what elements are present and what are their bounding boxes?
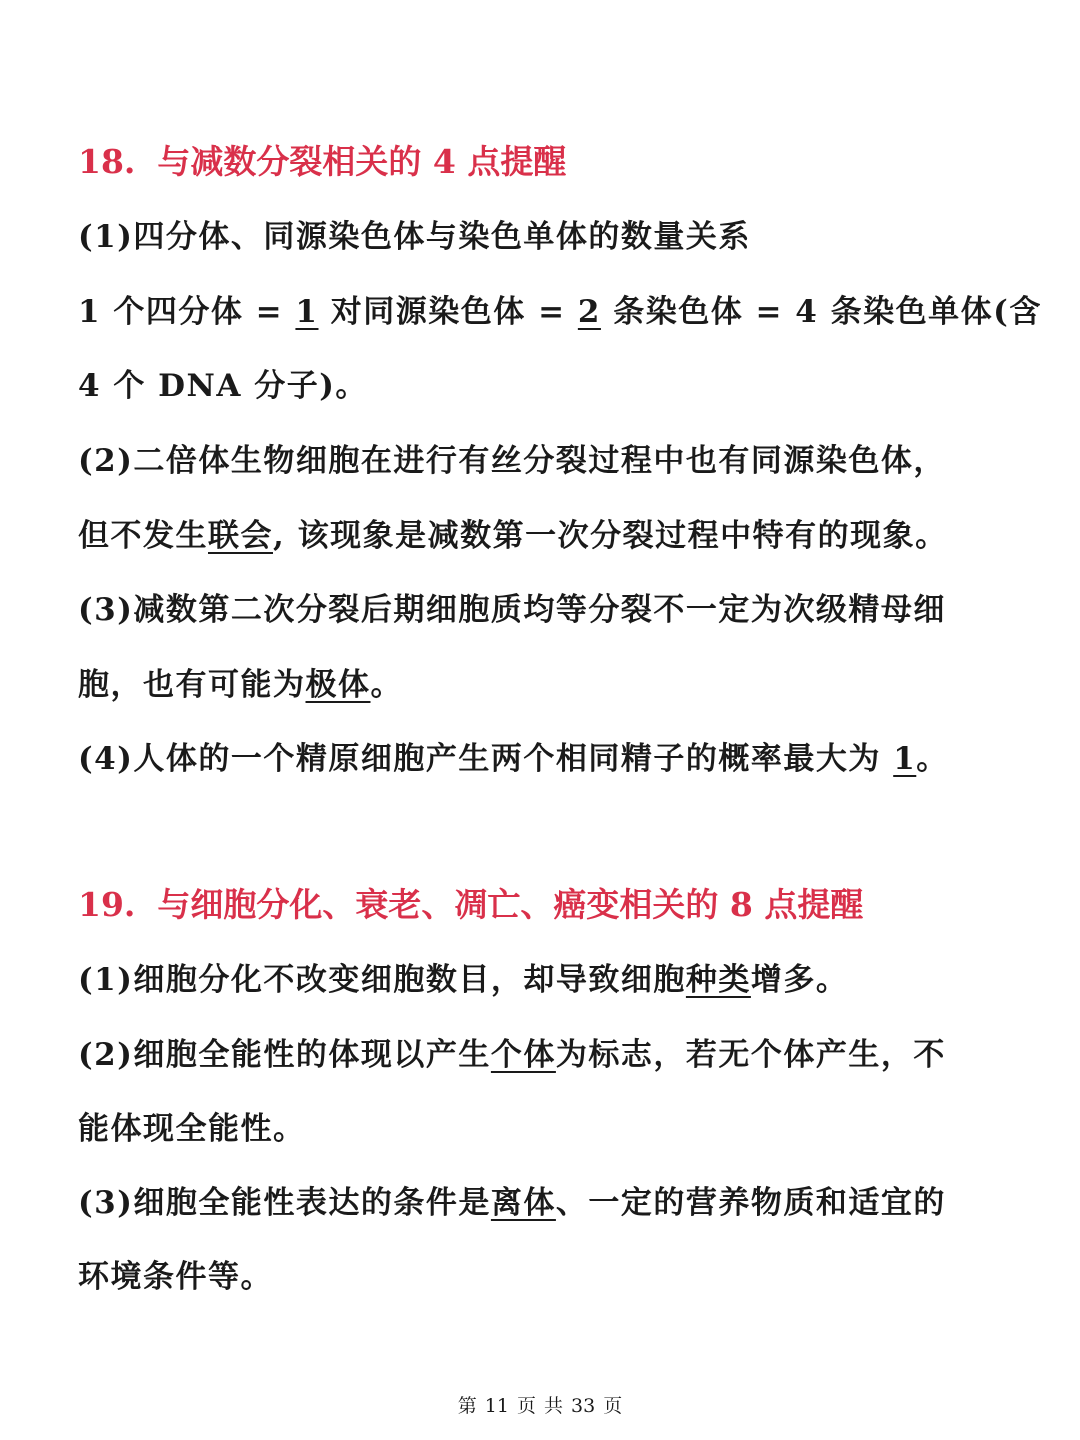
blank-answer: 1 — [893, 741, 917, 777]
section-18-item-4 — [78, 737, 1018, 781]
footer-text: 页 — [516, 1395, 536, 1417]
section-19-item-1 — [78, 958, 1018, 1002]
footer-suffix: 页 — [603, 1395, 623, 1417]
section-18-item-2-line-2 — [78, 514, 1018, 558]
text-segment: 1 个四分体 = — [78, 294, 296, 330]
section-19-heading — [78, 883, 1018, 927]
text-segment: 。 — [916, 741, 949, 777]
footer-text: 共 — [544, 1395, 564, 1417]
section-18-item-2-line-1: (2)二倍体生物细胞在进行有丝分裂过程中也有同源染色体， — [78, 443, 946, 479]
text-segment: 胞，也有可能为 — [78, 667, 306, 703]
section-18-item-3-line-1: (3)减数第二次分裂后期细胞质均等分裂不一定为次级精母细 — [78, 592, 946, 628]
text-segment: 条染色体 = 4 条染色单体(含 — [600, 294, 1042, 330]
blank-answer: 离体 — [490, 1185, 556, 1221]
section-18-heading — [78, 140, 1018, 184]
section-19-item-3-line-2: 环境条件等。 — [78, 1259, 273, 1295]
section-18-item-1-line-2: 4 个 DNA 分子)。 — [78, 368, 368, 404]
text-segment: 为标志，若无个体产生，不 — [555, 1037, 946, 1073]
text-segment: 、一定的营养物质和适宜的 — [555, 1185, 946, 1221]
blank-answer: 2 — [577, 294, 601, 330]
blank-answer: 极体 — [305, 667, 371, 703]
section-18-item-3-line-2 — [78, 663, 1018, 707]
text-segment: , 该现象是减数第一次分裂过程中特有的现象。 — [273, 518, 948, 554]
text-segment: (1)细胞分化不改变细胞数目，却导致细胞 — [78, 962, 686, 998]
text-segment: 。 — [370, 667, 403, 703]
section-18-item-1-title: (1)四分体、同源染色体与染色单体的数量关系 — [78, 219, 751, 255]
page-footer — [0, 1393, 1080, 1419]
section-19-number: 19. — [78, 885, 136, 924]
text-segment: (4)人体的一个精原细胞产生两个相同精子的概率最大为 — [78, 741, 894, 777]
section-18-title: 与减数分裂相关的 4 点提醒 — [157, 142, 567, 181]
section-19-item-2-line-1 — [78, 1033, 1018, 1077]
text-segment: 对同源染色体 = — [318, 294, 578, 330]
current-page-number: 11 — [484, 1395, 509, 1417]
section-18-number: 18. — [78, 142, 136, 181]
section-19-item-2-line-2: 能体现全能性。 — [78, 1111, 306, 1147]
section-19-item-3-line-1 — [78, 1181, 1018, 1225]
total-page-count: 33 — [571, 1395, 596, 1417]
section-18-item-1-line-1 — [78, 290, 1042, 334]
text-segment: 但不发生 — [78, 518, 208, 554]
blank-answer: 1 — [295, 294, 319, 330]
text-segment: (2)细胞全能性的体现以产生 — [78, 1037, 491, 1073]
blank-answer: 联会 — [208, 518, 273, 554]
section-19-title: 与细胞分化、衰老、凋亡、癌变相关的 8 点提醒 — [157, 885, 864, 924]
text-segment: 增多。 — [750, 962, 849, 998]
blank-answer: 种类 — [685, 962, 751, 998]
footer-prefix: 第 — [457, 1395, 477, 1417]
blank-answer: 个体 — [490, 1037, 556, 1073]
text-segment: (3)细胞全能性表达的条件是 — [78, 1185, 491, 1221]
